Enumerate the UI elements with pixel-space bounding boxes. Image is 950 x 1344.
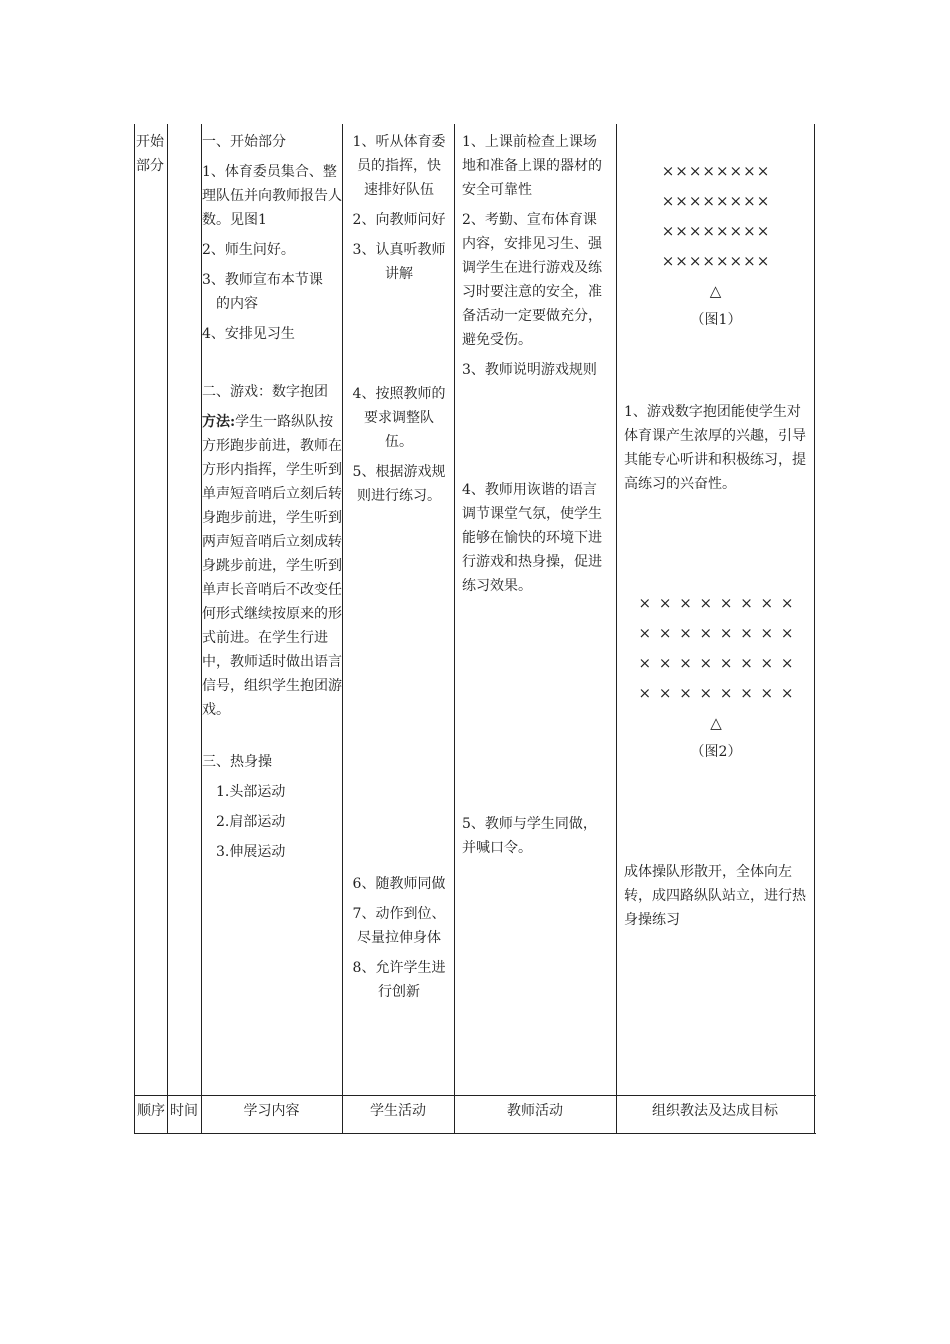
header-order: 顺序 <box>137 1103 165 1119</box>
teacher-item: 4、教师用诙谐的语言调节课堂气氛，使学生能够在愉快的环境下进行游戏和热身操，促进练习效果。 <box>462 482 602 594</box>
activity-line: 7、动作到位、 <box>352 906 446 922</box>
section-title: 一、开始部分 <box>202 134 286 150</box>
goal-text-1 <box>624 400 810 502</box>
formation-row: ×××××××× <box>661 192 771 210</box>
content-item: 2.肩部运动 <box>216 814 286 830</box>
formation-row: ×××××××× <box>661 252 771 270</box>
header-content: 学习内容 <box>243 1103 300 1119</box>
content-item: 1.头部运动 <box>216 784 286 800</box>
student-activities-b <box>344 382 454 508</box>
content-item: 3.伸展运动 <box>216 844 286 860</box>
learning-content <box>202 130 342 870</box>
section-title: 二、游戏：数字抱团 <box>202 384 328 400</box>
goal-item: 1、游戏数字抱团能使学生对体育课产生浓厚的兴趣，引导其能专心听讲和积极练习，提高练习的兴奋性。 <box>624 404 806 492</box>
teacher-item: 5、教师与学生同做，并喊口令。 <box>462 816 597 856</box>
section-label <box>136 130 166 178</box>
activity-line: 速排好队伍 <box>364 182 434 198</box>
student-activities-a <box>344 130 454 286</box>
method-text: 学生一路纵队按方形跑步前进，教师在方形内指挥，学生听到单声短音哨后立刻后转身跑步前进，学生听到两声短音哨后立刻成转身跳步前进，学生听到单声长音哨后不改变任何形式继续按原来的形式前进。在学生行进中，教师适时做出语言信号，组织学生抱团游戏。 <box>202 414 342 718</box>
teacher-item: 3、教师说明游戏规则 <box>462 362 597 378</box>
activity-line: 要求调整队 <box>364 410 434 426</box>
goal-text-2 <box>624 860 810 938</box>
table-border <box>134 1133 816 1134</box>
activity-line: 3、认真听教师 <box>352 242 446 258</box>
header-time: 时间 <box>170 1103 198 1119</box>
activity-line: 伍。 <box>385 434 413 450</box>
formation-row: × × × × × × × × <box>638 594 794 612</box>
activity-line: 讲解 <box>385 266 413 282</box>
table-border <box>342 124 343 1134</box>
formation-row: × × × × × × × × <box>638 684 794 702</box>
teacher-activities-b <box>462 478 610 604</box>
activity-line: 行创新 <box>378 984 420 1000</box>
teacher-marker: △ <box>710 714 722 732</box>
content-item: 3、教师宣布本节课 <box>202 272 323 288</box>
figure-caption: （图1） <box>690 312 742 328</box>
table-border <box>454 124 455 1134</box>
header-organization: 组织教法及达成目标 <box>652 1103 778 1119</box>
teacher-marker: △ <box>709 282 723 300</box>
content-item: 2、师生问好。 <box>202 242 295 258</box>
method-label: 方法: <box>202 414 236 430</box>
teacher-activities-a <box>462 130 610 388</box>
teacher-item: 1、上课前检查上课场地和准备上课的器材的安全可靠性 <box>462 134 602 198</box>
formation-row: ×××××××× <box>661 162 771 180</box>
formation-row: × × × × × × × × <box>638 654 794 672</box>
content-item: 的内容 <box>216 296 258 312</box>
header-teacher: 教师活动 <box>507 1103 563 1119</box>
activity-line: 4、按照教师的 <box>352 386 446 402</box>
goal-item: 成体操队形散开，全体向左转，成四路纵队站立，进行热身操练习 <box>624 864 806 928</box>
method-paragraph <box>202 410 342 722</box>
formation-row: × × × × × × × × <box>638 624 794 642</box>
student-activities-c <box>344 872 454 1004</box>
activity-line: 5、根据游戏规 <box>352 464 446 480</box>
teacher-item: 2、考勤、宣布体育课内容，安排见习生、强调学生在进行游戏及练习时要注意的安全，准备活动一定要做充分，避免受伤。 <box>462 212 602 348</box>
formation-figure-2 <box>618 588 814 766</box>
activity-line: 6、随教师同做 <box>352 876 446 892</box>
table-border <box>134 1095 816 1096</box>
section-text: 开始部分 <box>136 134 164 174</box>
section-title: 三、热身操 <box>202 754 272 770</box>
activity-line: 1、听从体育委 <box>352 134 446 150</box>
activity-line: 则进行练习。 <box>357 488 441 504</box>
activity-line: 尽量拉伸身体 <box>357 930 441 946</box>
activity-line: 2、向教师问好 <box>352 212 446 228</box>
table-border <box>167 124 168 1134</box>
activity-line: 员的指挥，快 <box>357 158 441 174</box>
header-student: 学生活动 <box>370 1103 426 1119</box>
teacher-activities-c <box>462 812 610 866</box>
figure-caption: （图2） <box>690 744 742 760</box>
content-item: 4、安排见习生 <box>202 326 295 342</box>
activity-line: 8、允许学生进 <box>352 960 446 976</box>
table-border <box>616 124 617 1134</box>
table-border <box>814 124 815 1134</box>
table-border <box>134 124 135 1134</box>
content-item: 1、体育委员集合、整理队伍并向教师报告人数。见图1 <box>202 164 342 228</box>
formation-figure-1 <box>618 156 814 334</box>
formation-row: ×××××××× <box>661 222 771 240</box>
